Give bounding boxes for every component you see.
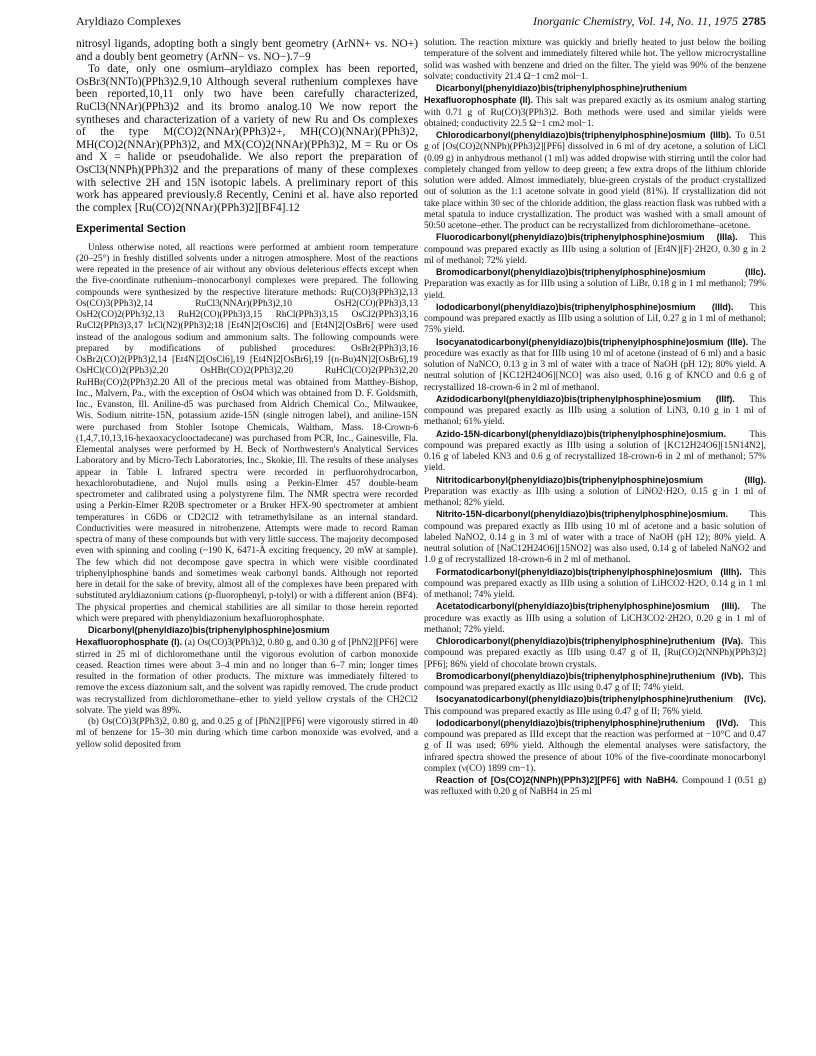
compound-ivd-paragraph [424,718,766,775]
compound-title: Dicarbonyl(phenyldiazo)bis(triphenylphosphine)osmium Hexafluorophosphate (I). [76,625,330,648]
header-journal-citation [533,14,766,29]
compound-title: Acetatodicarbonyl(phenyldiazo)bis(triphenylphosphine)osmium (IIIi). [436,601,740,612]
compound-iiib-paragraph [424,130,766,232]
compound-i-method-b: (b) Os(CO)3(PPh3)2, 0.80 g, and 0.25 g of [PhN2][PF6] were vigorously stirred in 40 ml of benzene for 15–30 min during which time carbon monoxide was evolved, and a yellow solid deposited from [76,717,418,750]
compound-iiig-paragraph [424,475,766,510]
compound-title: Nitrito-15N-dicarbonyl(phenyldiazo)bis(triphenylphosphine)osmium. [436,509,729,520]
compound-ivc-paragraph [424,694,766,718]
compound-iiid-paragraph [424,302,766,337]
intro-paragraph-2: To date, only one osmium–aryldiazo complex has been reported, OsBr3(NNTo)(PPh3)2.9,10 Although several ruthenium complexes have been reported,10,11 only two have been carefully characterized, RuCl3(NNAr)(PPh3)2 and its bromo analog.10 We now report the syntheses and characterization of a variety of new Ru and Os complexes of the type M(CO)2(NNAr)(PPh3)2+, MH(CO)(NNAr)(PPh3)2, MH(CO)2(NNAr)(PPh3)2, and MX(CO)2(NNAr)(PPh3)2, M = Ru or Os and X = halide or pseudohalide. We also report the preparation of OsCl3(NNPh)(PPh3)2 and the preparations of many of these complexes with selective 2H and 15N isotopic labels. A preliminary report of this work has appeared previously.8 Recently, Cenini et al. have also reported the complex [Ru(CO)2(NNAr)(PPh3)2][BF4].12 [76,63,418,214]
compound-title: Azidodicarbonyl(phenyldiazo)bis(triphenylphosphine)osmium (IIIf). [436,393,735,404]
compound-title: Isocyanatodicarbonyl(phenyldiazo)bis(triphenylphosphine)osmium (IIIe). [436,336,749,347]
compound-iiic-paragraph [424,267,766,302]
compound-procedure: This compound was prepared exactly as IIIb using a solution of LiN3, 0.10 g in 1 ml of methanol; 61% yield. [424,394,766,428]
compound-procedure: This compound was prepared as IIId except that the reaction was performed at −10°C and 0.47 g of II was used; 69% yield. Although the elemental analyses were satisfactory, the infrared spectra showed the presence of about 10% of the five-coordinate monocarbonyl complex (ν(CO) 1899 cm−1). [424,718,766,774]
compound-title: Fluorodicarbonyl(phenyldiazo)bis(triphenylphosphine)osmium (IIIa). [436,232,738,243]
compound-ii-paragraph [424,83,766,130]
compound-iiif-paragraph [424,394,766,429]
compound-title: Iododicarbonyl(phenyldiazo)bis(triphenylphosphine)osmium (IIId). [436,301,734,312]
compound-procedure: This salt was prepared exactly as its osmium analog starting with 0.71 g of Ru(CO)3(PPh3)2. Both methods were used and similar yields were obtained; conductivity 22.5 Ω−1 cm2 mol−1. [424,96,766,129]
compound-procedure: Compound I (0.51 g) was refluxed with 0.20 g of NaBH4 in 25 ml [424,776,766,798]
compound-title: Formatodicarbonyl(phenyldiazo)bis(triphenylphosphine)osmium (IIIh). [436,566,742,577]
compound-procedure: Preparation was exactly as for IIIb using a solution of LiBr, 0.18 g in 1 ml methanol; 79% yield. [424,279,766,301]
compound-procedure: The procedure was exactly as that for IIIb using 10 ml of acetone (instead of 6 ml) and a basic solution of NaNCO, 0.13 g in 3 ml of water with a trace of NaOH (pH 12); 80% yield. A neutral solution of [KC12H24O6][NCO] was also used, 0.16 g of KNCO and 0.6 g of recrystallized 18-crown-6 in 2 ml of methanol. [424,337,766,393]
section-heading: Experimental Section [76,223,186,236]
compound-azido-15n-paragraph [424,429,766,475]
right-column [424,38,766,799]
compound-title: Nitritodicarbonyl(phenyldiazo)bis(triphenylphosphine)osmium (IIIg). [436,474,766,485]
compound-title: Bromodicarbonyl(phenyldiazo)bis(triphenylphosphine)ruthenium (IVb). [436,670,744,681]
journal-name: Inorganic Chemistry, Vol. 14, No. 11, 1975 [533,14,738,28]
header-section-title: Aryldiazo Complexes [76,14,181,28]
intro-paragraph-1: nitrosyl ligands, adopting both a singly bent geometry (ArNN+ vs. NO+) and a doubly bent geometry (ArNN− vs. NO−).7−9 [76,38,418,63]
compound-procedure: To 0.51 g of [Os(CO)2(NNPh)(PPh3)2][PF6] dissolved in 6 ml of dry acetone, a solution of LiCl (0.09 g) in anhydrous methanol (1 ml) was added dropwise with stirring until the color had completely changed from yellow to deep green; a few extra drops of the lithium chloride solution were added. Almost immediately, blue-green crystals of the product crystallized out of solution as the 1:1 acetone solvate in good yield (81%). If crystallization did not take place within 30 sec of the chloride addition, the glass reaction flask was rubbed with a metal spatula to induce crystallization. The product was washed with a small amount of 50:50 acetone–ether. The product can be recrystallized from dichloromethane–acetone. [424,131,766,231]
compound-procedure: This compound was prepared exactly as IIIb using a solution of [Et4N][F]·2H2O, 0.30 g in 2 ml of methanol; 72% yield. [424,233,766,266]
compound-ivb-paragraph [424,671,766,695]
general-methods-paragraph: Unless otherwise noted, all reactions were performed at ambient room temperature (20–25°) in freshly distilled solvents under a nitrogen atmosphere. Most of the reactions were repeated in the presence of air without any obvious deleterious effects except when the five-coordinate ruthenium–monocarbonyl complexes were prepared. The following compounds were synthesized by the respective literature methods: Ru(CO)3(PPh3)2,13 Os(CO)3(PPh3)2,14 RuCl3(NNAr)(PPh3)2,10 OsH2(CO)(PPh3)3,13 OsH2(CO)2(PPh3)2,13 RuH2(CO)(PPh3)3,15 RhCl(PPh3)3,15 OsCl2(PPh3)3,16 RuCl2(PPh3)3,17 IrCl(N2)(PPh3)2;18 [Et4N]2[OsCl6] and [Et4N]2[OsBr6] were used instead of the analogous sodium and ammonium salts. The following compounds were prepared by modifications of published procedures: OsBr2(PPh3)3,16 OsBr2(CO)2(PPh3)2,14 [Et4N]2[OsCl6],19 [Et4N]2[OsBr6],19 [(n-Bu)4N]2[OsBr6],19 OsHCl(CO)2(PPh3)2,20 OsHBr(CO)2(PPh3)2,20 RuHCl(CO)2(PPh3)2,20 RuHBr(CO)2(PPh3)2.20 All of the precious metal was obtained from Matthey-Bishop, Inc., Malvern, Pa., with the exception of OsO4 which was obtained from D. F. Goldsmith, Inc., Evanston, Ill. Aniline-d5 was purchased from Aldrich Chemical Co., Milwaukee, Wis. Sodium nitrite-15N, potassium azide-15N (single nitrogen label), and aniline-15N were purchased from Stohler Isotope Chemicals, Waltham, Mass. 18-Crown-6 (1,4,7,10,13,16-hexaoxacyclooctadecane) was purchased from PCR, Inc., Gainesville, Fla. Elemental analyses were performed by H. Beck of Northwestern's Analytical Services Laboratory and by Micro-Tech Laboratories, Inc., Skokie, Ill. The results of these analyses appear in Table I. Infrared spectra were recorded in perfluorohydrocarbon, hexachlorobutadiene, and Nujol mulls using a Perkin-Elmer 457 double-beam spectrometer and calibrated using a polystyrene film. The NMR spectra were recorded using a Perkin-Elmer R20B spectrometer or a Bruker HFX-90 spectrometer at ambient temperatures in C6D6 or CD2Cl2 with tetramethylsilane as an internal standard. Conductivities were measured in nitrobenzene. Attempts were made to record Raman spectra of many of these compounds but with very little success. The majority decomposed even with spinning and cooling (~190 K, 6471-Å exciting frequency, 20 mW at sample). The few which did not decompose gave spectra in which were visible coordinated triphenylphosphine bands and sometimes weak carbonyl bands. Although not reported here in detail for the sake of brevity, almost all of the complexes have been prepared with substituted aryldiazonium cations (p-fluorophenyl, p-tolyl) or with a different anion (BF4). The physical properties and chemical stabilities are all similar to those herein reported which were prepared with phenyldiazonium hexafluorophosphate. [76,242,418,624]
continued-paragraph: solution. The reaction mixture was quickly and briefly heated to just below the boiling temperature of the solvent and immediately filtered while hot. The yellow microcrystalline solid was washed with benzene and dried on the filter. The yield was 90% of the benzene solvate; conductivity 21.4 Ω−1 cm2 mol−1. [424,38,766,82]
compound-title: Chlorodicarbonyl(phenyldiazo)bis(triphenylphosphine)osmium (IIIb). [436,130,732,140]
compound-procedure: (a) Os(CO)3(PPh3)2, 0.80 g, and 0.30 g of [PhN2][PF6] were stirred in 25 ml of dichloromethane until the vigorous evolution of carbon monoxide ceased. Reaction times were about 3–4 min and no longer than 6–7 min; longer times resulted in the formation of other products. The mixture was immediately filtered to remove the excess diazonium salt, and the solvent was rapidly removed. The crude product was recrystallized from dichloromethane–ether to yield yellow crystals of the CH2Cl2 solvate. The yield was 89%. [76,638,418,716]
compound-procedure: This compound was prepared exactly as IIIb using 10 ml of acetone and a basic solution of labeled NaNO2, 0.14 g in 3 ml of water with a trace of NaOH (pH 12); 80% yield. A neutral solution of [NaC12H24O6][15NO2] was also used, 0.14 g of labeled NaNO2 and 1.0 g of recrystallized 18-crown-6 in 2 ml of methanol. [424,510,766,566]
compound-procedure: Preparation was exactly as IIIb using a solution of LiNO2·H2O, 0.15 g in 1 ml of methanol; 82% yield. [424,486,766,508]
compound-iva-paragraph [424,636,766,671]
compound-procedure: This compound was prepared exactly as IIIb using a solution of LiHCO2·H2O, 0.14 g in 1 ml of methanol; 74% yield. [424,567,766,600]
compound-procedure: This compound was prepared exactly as IIIe using 0.47 g of II; 76% yield. [424,706,703,717]
compound-procedure: This compound was prepared exactly as IIIc using 0.47 g of II; 74% yield. [424,671,766,693]
compound-title: Dicarbonyl(phenyldiazo)bis(triphenylphosphine)ruthenium Hexafluorophosphate (II). [424,83,688,106]
compound-title: Chlorodicarbonyl(phenyldiazo)bis(triphenylphosphine)ruthenium (IVa). [436,636,744,646]
compound-title: Bromodicarbonyl(phenyldiazo)bis(triphenylphosphine)osmium (IIIc). [436,267,766,277]
compound-title: Azido-15N-dicarbonyl(phenyldiazo)bis(triphenylphosphine)osmium. [436,428,727,439]
running-header [76,14,766,30]
compound-title: Isocyanatodicarbonyl(phenyldiazo)bis(triphenylphosphine)ruthenium (IVc). [436,694,766,705]
compound-procedure: This compound was prepared exactly as IIIb using a solution of LiI, 0.27 g in 1 ml of methanol; 75% yield. [424,302,766,336]
nabh4-reaction-paragraph [424,775,766,799]
compound-title: Iododicarbonyl(phenyldiazo)bis(triphenylphosphine)ruthenium (IVd). [436,717,739,728]
compound-iiia-paragraph [424,232,766,267]
compound-iiii-paragraph [424,601,766,636]
compound-title: Reaction of [Os(CO)2(NNPh)(PPh3)2][PF6] with NaBH4. [436,775,678,785]
compound-procedure: The procedure was exactly as IIIb using a solution of LiCH3CO2·2H2O, 0.20 g in 1 ml of methanol; 72% yield. [424,602,766,635]
compound-nitrito-15n-paragraph [424,509,766,566]
compound-i-paragraph [76,625,418,717]
left-column [76,38,418,751]
compound-procedure: This compound was prepared exactly as IIIb using a solution of [KC12H24O6][15N14N2], 0.16 g of labeled KN3 and 0.6 g of recrystallized 18-crown-6 in 2 ml of methanol; 57% yield. [424,429,766,474]
compound-iiih-paragraph [424,567,766,602]
compound-iiie-paragraph [424,337,766,394]
compound-procedure: This compound was prepared exactly as IIIb using 0.47 g of II, [Ru(CO)2(NNPh)(PPh3)2][PF6]; 86% yield of chocolate brown crystals. [424,637,766,670]
page-number: 2785 [742,14,766,28]
